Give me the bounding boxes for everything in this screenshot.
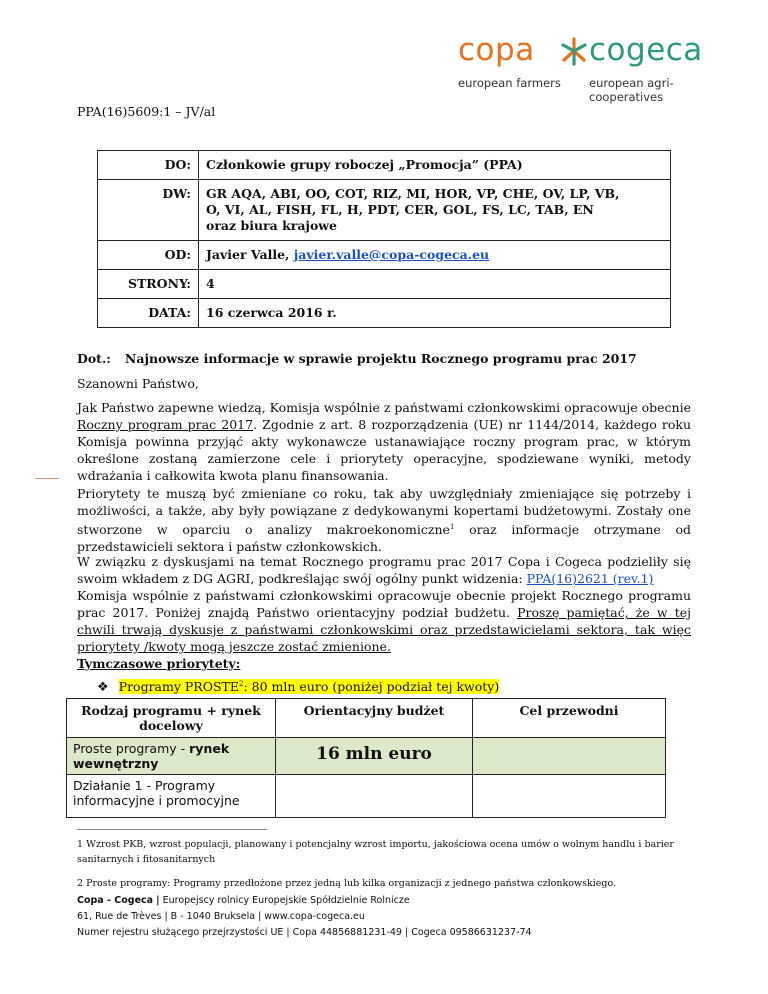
- from-value: [199, 241, 671, 270]
- table-header-row: [67, 699, 666, 738]
- paragraph-1: [77, 399, 691, 484]
- cc-value: [199, 180, 671, 241]
- paragraph-3: [77, 553, 691, 587]
- footnote-separator: [77, 829, 267, 830]
- addressee-table: [97, 150, 671, 328]
- paragraph-4: [77, 587, 691, 655]
- footnote-ref: 1: [449, 523, 455, 531]
- cc-line: GR AQA, ABI, OO, COT, RIZ, MI, HOR, VP, CHE, OV, LP, VB,: [206, 186, 620, 201]
- cc-line: oraz biura krajowe: [206, 218, 338, 233]
- paragraph-text: Komisja wspólnie z państwami członkowskimi opracowuje obecnie projekt Rocznego programu prac 2017. Poniżej znajdą Państwo orientacyjny podział budżetu.: [77, 588, 691, 620]
- cell-budget: [276, 775, 473, 818]
- footnote-ref: 2: [238, 679, 244, 688]
- table-row: [98, 299, 671, 328]
- sender-email-link[interactable]: javier.valle@copa-cogeca.eu: [293, 247, 490, 262]
- sender-name: Javier Valle,: [206, 247, 290, 262]
- cell-text: Proste programy -: [73, 741, 190, 756]
- table-row: [67, 738, 666, 775]
- paragraph-text: W związku z dyskusjami na temat Rocznego programu prac 2017 Copa i Cogeca podzieliły się swoim wkładem z DG AGRI, podkreślając swój ogólny punkt widzenia:: [77, 554, 691, 586]
- logo-word-copa: copa: [458, 32, 535, 68]
- footer-org-desc: Europejscy rolnicy Europejskie Spółdzielnie Rolnicze: [162, 895, 410, 906]
- to-value: Członkowie grupy roboczej „Promocja” (PPA): [199, 151, 671, 180]
- cell-goal: [473, 738, 666, 775]
- budget-table: [66, 698, 666, 818]
- priorities-heading: Tymczasowe priorytety:: [77, 656, 241, 671]
- column-header-goal: Cel przewodni: [473, 699, 666, 738]
- table-row: [67, 775, 666, 818]
- annual-work-programme-link[interactable]: Roczny program prac 2017: [77, 417, 254, 432]
- footnote-2: [77, 876, 697, 891]
- table-row: [98, 241, 671, 270]
- date-label: DATA:: [98, 299, 199, 328]
- paragraph-text: . Zgodnie z art. 8 rozporządzenia (UE) nr 1144/2014, każdego roku Komisja powinna przyjąć akty wykonawcze ustanawiające roczny program prac, w którym określone zostaną zamierzone cele i priorytety operacyjne, spodziewane wyniki, metody wdrażania i całkowita kwota planu finansowania.: [77, 417, 691, 483]
- paragraph-text: oraz informacje otrzymane od przedstawicieli sektora i państw członkowskich.: [77, 522, 692, 555]
- paragraph-text: Priorytety te muszą być zmieniane co roku, tak aby uwzględniały zmieniające się potrzeby i możliwości, a także, aby były powiązane z dedykowanymi kopertami budżetowymi. Zostały one stworzone w oparciu o analizy makroekonomiczne: [77, 486, 691, 538]
- document-reference: PPA(16)5609:1 – JV/al: [77, 104, 216, 119]
- footer-org: Copa - Cogeca | Europejscy rolnicy Europejskie Spółdzielnie Rolnicze: [77, 895, 410, 906]
- table-row: [98, 270, 671, 299]
- cc-label: DW:: [98, 180, 199, 241]
- pages-value: 4: [199, 270, 671, 299]
- pages-label: STRONY:: [98, 270, 199, 299]
- footnote-text: Wzrost PKB, wzrost populacji, planowany i potencjalny wzrost importu, jakościowa ocena umów o wolnym handlu i barier: [86, 839, 674, 850]
- footer-register: Numer rejestru służącego przejrzystości UE | Copa 44856881231-49 | Cogeca 09586631237-74: [77, 927, 532, 938]
- date-value: 16 czerwca 2016 r.: [199, 299, 671, 328]
- to-label: DO:: [98, 151, 199, 180]
- logo-subtitle-cooperatives: european agri-cooperatives: [589, 76, 674, 104]
- footnote-text: sanitarnych i fitosanitarnych: [77, 854, 216, 865]
- subject-label: Dot.:: [77, 351, 111, 366]
- logo-star-icon: [559, 36, 589, 66]
- table-row: [98, 180, 671, 241]
- priority-text: : 80 mln euro (poniżej podział tej kwoty): [243, 679, 500, 694]
- margin-mark: [35, 478, 59, 479]
- priority-highlighted-text: [119, 679, 500, 694]
- from-label: OD:: [98, 241, 199, 270]
- logo-word-cogeca: cogeca: [589, 32, 703, 68]
- subject-line: [77, 351, 637, 366]
- paragraph-text: Jak Państwo zapewne wiedzą, Komisja wspólnie z państwami członkowskimi opracowuje obecnie: [77, 400, 691, 415]
- paragraph-underlined-text: Proszę pamiętać, że w tej chwili trwają dyskusje z państwami członkowskimi oraz przedstawicielami sektora, tak więc priorytety /kwoty mogą jeszcze zostać zmienione.: [77, 605, 691, 654]
- footer-address: 61, Rue de Trèves | B - 1040 Bruksela | www.copa-cogeca.eu: [77, 911, 365, 922]
- footnote-1: [77, 837, 697, 867]
- priority-text: Programy PROSTE: [118, 679, 239, 694]
- diamond-bullet-icon: ❖: [97, 680, 109, 695]
- logo-subtitle-farmers: european farmers: [458, 76, 561, 90]
- column-header-budget: Orientacyjny budżet: [276, 699, 473, 738]
- cell-type: Działanie 1 - Programy informacyjne i promocyjne: [67, 775, 276, 818]
- ppa-document-link[interactable]: PPA(16)2621 (rev.1): [526, 571, 654, 586]
- cell-type: [67, 738, 276, 775]
- cell-goal: [473, 775, 666, 818]
- copa-cogeca-logo: [458, 32, 738, 104]
- table-row: [98, 151, 671, 180]
- paragraph-2: [77, 485, 691, 555]
- cell-text-bold: rynek wewnętrzny: [73, 741, 230, 771]
- greeting: Szanowni Państwo,: [77, 376, 199, 391]
- cc-line: O, VI, AL, FISH, FL, H, PDT, CER, GOL, FS, LC, TAB, EN: [206, 202, 594, 217]
- column-header-type: Rodzaj programu + rynek docelowy: [67, 699, 276, 738]
- footer-org-name: Copa - Cogeca: [77, 895, 154, 906]
- footnote-number: 1: [77, 839, 84, 850]
- subject-text: Najnowsze informacje w sprawie projektu Rocznego programu prac 2017: [124, 351, 637, 366]
- priority-bullet: [97, 679, 499, 695]
- cell-budget: 16 mln euro: [276, 738, 473, 775]
- footnote-number: 2: [77, 878, 84, 889]
- footnote-text: Proste programy: Programy przedłożone przez jedną lub kilka organizacji z jednego państwa członkowskiego.: [86, 878, 617, 889]
